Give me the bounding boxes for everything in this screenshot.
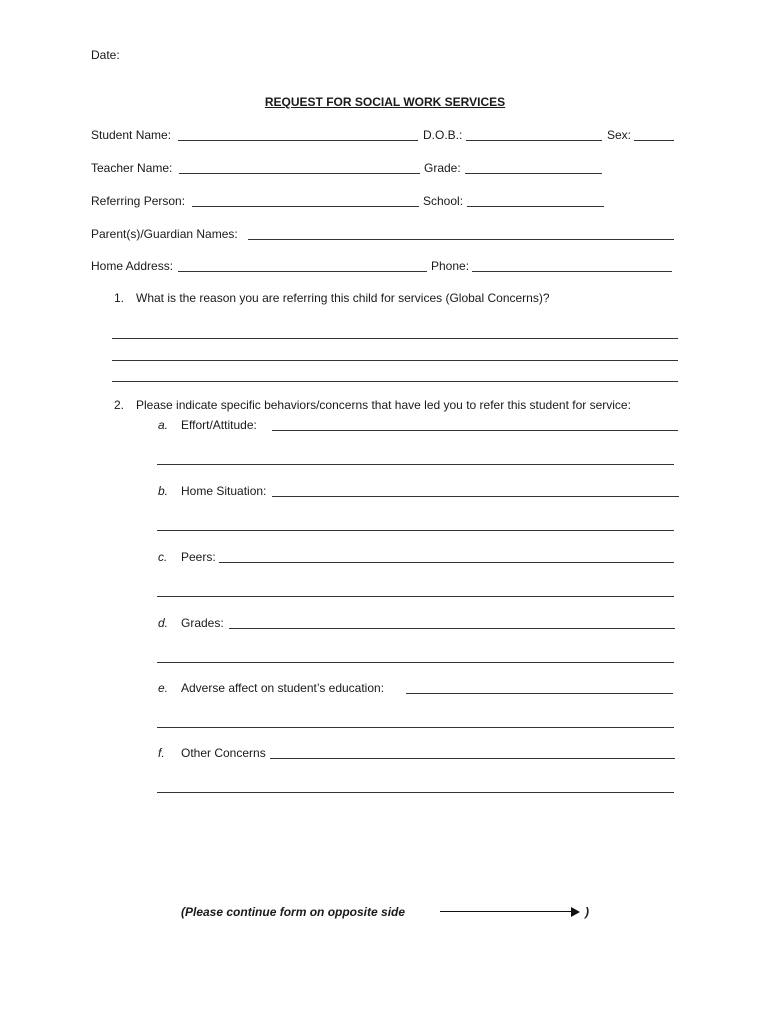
footer-closing-paren: ) <box>585 905 589 919</box>
dob-field[interactable] <box>466 140 602 141</box>
referring-person-label: Referring Person: <box>91 194 186 208</box>
student-name-field[interactable] <box>178 140 418 141</box>
parent-guardian-label: Parent(s)/Guardian Names: <box>91 227 238 241</box>
item-c-label: Peers: <box>181 550 216 564</box>
arrow-right-icon <box>571 907 580 917</box>
item-b-letter: b. <box>158 484 169 498</box>
dob-label: D.O.B.: <box>423 128 463 142</box>
item-b-line-2[interactable] <box>157 530 674 531</box>
footer-note: (Please continue form on opposite side <box>181 905 406 919</box>
q1-text: What is the reason you are referring this child for services (Global Concerns)? <box>136 291 550 305</box>
sex-label: Sex: <box>607 128 632 142</box>
item-d-letter: d. <box>158 616 169 630</box>
item-d-line-2[interactable] <box>157 662 674 663</box>
home-address-field[interactable] <box>178 271 427 272</box>
item-e-label: Adverse affect on student’s education: <box>181 681 385 695</box>
item-c-letter: c. <box>158 550 168 564</box>
school-field[interactable] <box>467 206 604 207</box>
parent-guardian-field[interactable] <box>248 239 674 240</box>
form-title: REQUEST FOR SOCIAL WORK SERVICES <box>264 95 506 109</box>
item-f-field[interactable] <box>270 758 675 759</box>
q1-answer-line-1[interactable] <box>112 338 678 339</box>
item-f-letter: f. <box>158 746 165 760</box>
item-f-line-2[interactable] <box>157 792 674 793</box>
item-e-line-2[interactable] <box>157 727 674 728</box>
item-e-letter: e. <box>158 681 169 695</box>
grade-label: Grade: <box>424 161 461 175</box>
arrow-shaft <box>440 911 572 912</box>
teacher-name-field[interactable] <box>179 173 420 174</box>
item-d-field[interactable] <box>229 628 675 629</box>
teacher-name-label: Teacher Name: <box>91 161 173 175</box>
item-a-label: Effort/Attitude: <box>181 418 257 432</box>
item-b-field[interactable] <box>272 496 679 497</box>
grade-field[interactable] <box>465 173 602 174</box>
sex-field[interactable] <box>634 140 674 141</box>
item-b-label: Home Situation: <box>181 484 267 498</box>
item-f-label: Other Concerns <box>181 746 266 760</box>
q1-number: 1. <box>114 291 125 305</box>
item-c-field[interactable] <box>219 562 674 563</box>
item-c-line-2[interactable] <box>157 596 674 597</box>
q1-answer-line-2[interactable] <box>112 360 678 361</box>
date-label: Date: <box>91 48 120 62</box>
home-address-label: Home Address: <box>91 259 174 273</box>
q1-answer-line-3[interactable] <box>112 381 678 382</box>
item-a-letter: a. <box>158 418 169 432</box>
item-d-label: Grades: <box>181 616 224 630</box>
item-e-field[interactable] <box>406 693 673 694</box>
item-a-field[interactable] <box>272 430 678 431</box>
q2-number: 2. <box>114 398 125 412</box>
phone-field[interactable] <box>472 271 672 272</box>
school-label: School: <box>423 194 464 208</box>
q2-text: Please indicate specific behaviors/concerns that have led you to refer this student for service: <box>136 398 631 412</box>
student-name-label: Student Name: <box>91 128 172 142</box>
phone-label: Phone: <box>431 259 470 273</box>
item-a-line-2[interactable] <box>157 464 674 465</box>
referring-person-field[interactable] <box>192 206 419 207</box>
